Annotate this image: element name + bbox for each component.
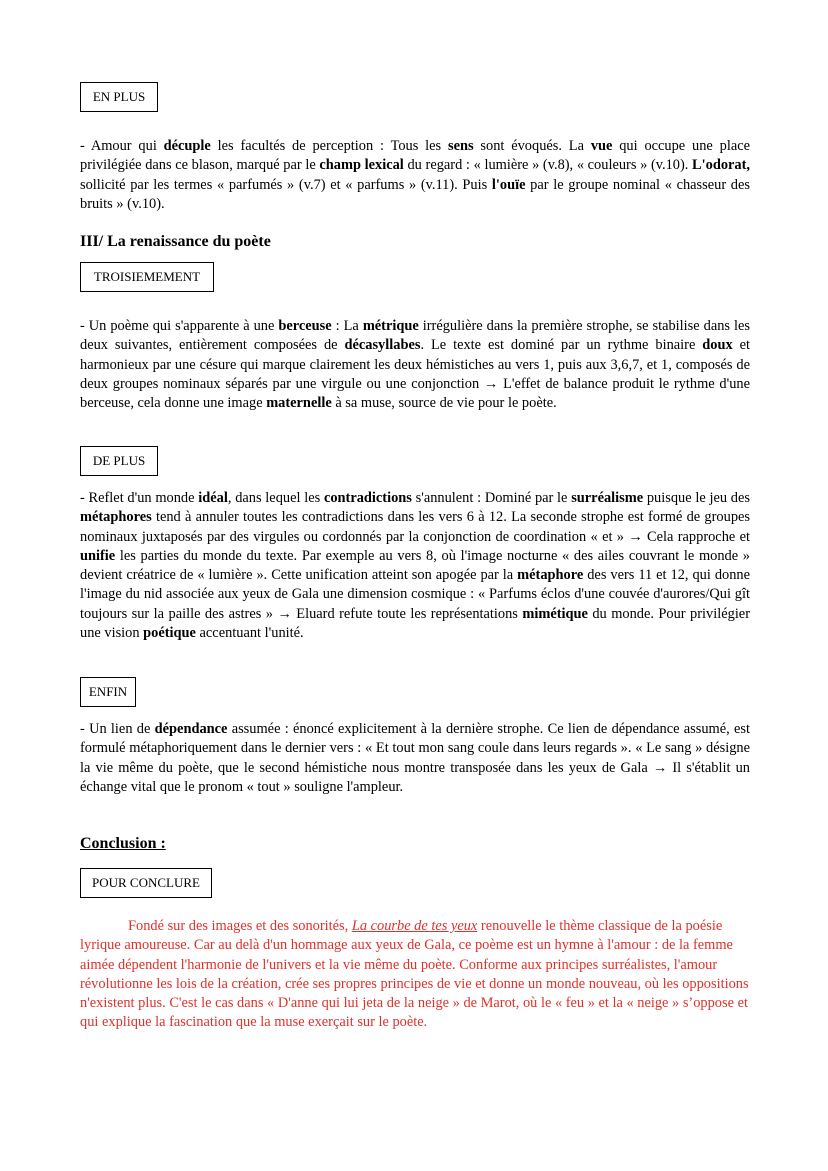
bold-text: doux — [702, 337, 733, 354]
box-label: TROISIEMEMENT — [93, 269, 201, 284]
bold-text: maternelle — [266, 395, 332, 412]
paragraph-perception — [80, 137, 750, 214]
bold-text: l'ouïe — [491, 176, 526, 193]
bold-text: métaphore — [517, 567, 584, 584]
bold-text: décasyllabes — [344, 337, 421, 354]
text: du monde. Pour privilégier une vision — [80, 605, 750, 642]
text: - Amour qui — [80, 138, 164, 154]
text: : La — [331, 318, 363, 334]
text: s'annulent : Dominé par le — [411, 490, 572, 506]
bold-text: vue — [590, 138, 613, 154]
paragraph-berceuse — [80, 317, 750, 413]
text: par le groupe nominal « chasseur des bruits » (v.10). — [80, 176, 750, 212]
box-label: ENFIN — [88, 684, 128, 699]
text: - Reflet d'un monde — [80, 490, 199, 506]
text: des vers 11 et 12, qui donne l'image du nid associée aux yeux de Gala une dimension cosmique : « Parfums éclos d'une couvée d'aurores/Qui gît toujours sur la paille des astres » → Eluard refute toute les représentations — [80, 567, 750, 622]
text: assumée : énoncé explicitement à la dernière strophe. Ce lien de dépendance assumé, est formulé métaphoriquement dans le dernier vers : « Et tout mon sang coule dans leurs regards ». « Le sang » désigne la vie même du poète, que le second hémistiche nous montre transposée dans les yeux de Gala → Il s'établit un échange vital que le pronom « tout » souligne l'ampleur. — [80, 721, 750, 795]
paragraph-dependance — [80, 720, 750, 797]
text: renouvelle le thème classique de la poésie lyrique amoureuse. Car au delà d'un hommage aux yeux de Gala, ce poème est un hymne à l'amour : de la femme aimée dépendent l'harmonie de l'univers et la vie même du poète. Conforme aux principes surréalistes, l'amour révolutionne les lois de la création, crée ses propres principes de vie et donne un monde nouveau, où les oppositions n'existent plus. C'est le cas dans « D'anne qui lui jeta de la neige » de Marot, où le « feu » et la « neige » s’oppose et qui explique la fascination que la muse exerçait sur le poète. — [80, 918, 749, 1031]
bold-text: mimétique — [522, 605, 588, 622]
text: sollicité par les termes « parfumés » (v.7) et « parfums » (v.11). Puis — [80, 176, 492, 193]
text: qui occupe une place privilégiée dans ce blason, marqué par le — [80, 138, 750, 174]
text: . Le texte est dominé par un rythme binaire — [420, 337, 703, 354]
bold-text: métaphores — [80, 509, 152, 526]
bold-text: sens — [447, 138, 474, 154]
text: , dans lequel les — [227, 490, 324, 506]
bold-text: L'odorat, — [692, 157, 751, 174]
bold-text: surréalisme — [571, 490, 644, 506]
box-de-plus — [80, 446, 158, 476]
bold-text: décuple — [163, 138, 211, 154]
text: sont évoqués. La — [473, 138, 591, 154]
box-enfin — [80, 677, 136, 707]
text: accentuant l'unité. — [195, 625, 304, 642]
text: puisque le jeu des — [643, 490, 750, 506]
bold-text: idéal — [198, 490, 228, 506]
box-label: EN PLUS — [92, 89, 146, 104]
bold-text: métrique — [362, 318, 419, 334]
text: Fondé sur des images et des sonorités, — [128, 918, 352, 934]
paragraph-ideal — [80, 489, 750, 643]
bold-text: berceuse — [278, 318, 332, 334]
bold-text: dépendance — [154, 721, 228, 737]
text: et harmonieux par une césure qui marque clairement les deux hémistiches au vers 1, puis aux 3,6,7, et 1, composés de deux groupes nominaux séparés par une virgule ou une conjonction → L'effet de balance produit le rythme d'une berceuse, cela donne une image — [80, 337, 750, 412]
conclusion-heading: Conclusion : — [80, 835, 166, 852]
conclusion-paragraph — [80, 917, 750, 1033]
section-heading: III/ La renaissance du poète — [80, 233, 271, 250]
text: à sa muse, source de vie pour le poète. — [331, 395, 557, 412]
box-label: POUR CONCLURE — [92, 875, 200, 890]
bold-text: unifie — [80, 547, 116, 564]
poem-title: La courbe de tes yeux — [351, 918, 478, 934]
box-troisiemement — [80, 262, 214, 292]
text: du regard : « lumière » (v.8), « couleurs » (v.10). — [403, 157, 693, 174]
bold-text: champ lexical — [319, 157, 404, 174]
box-en-plus — [80, 82, 158, 112]
box-label: DE PLUS — [92, 453, 146, 468]
text: - Un poème qui s'apparente à une — [80, 318, 279, 334]
text: tend à annuler toutes les contradictions dans les vers 6 à 12. La seconde strophe est formé de groupes nominaux juxtaposés par des virgules ou cordonnés par la conjonction de coordination « et » → Cela rapproche et — [80, 509, 750, 545]
box-pour-conclure — [80, 868, 212, 898]
text: les facultés de perception : Tous les — [210, 138, 448, 154]
bold-text: contradictions — [323, 490, 412, 506]
text: - Un lien de — [80, 721, 155, 737]
bold-text: poétique — [143, 625, 196, 642]
text: irrégulière dans la première strophe, se stabilise dans les deux suivantes, entièrement composées de — [80, 318, 750, 354]
text: les parties du monde du texte. Par exemple au vers 8, où l'image nocturne « des ailes couvrant le monde » devient créatrice de « lumière ». Cette unification atteint son apogée par la — [80, 547, 750, 584]
